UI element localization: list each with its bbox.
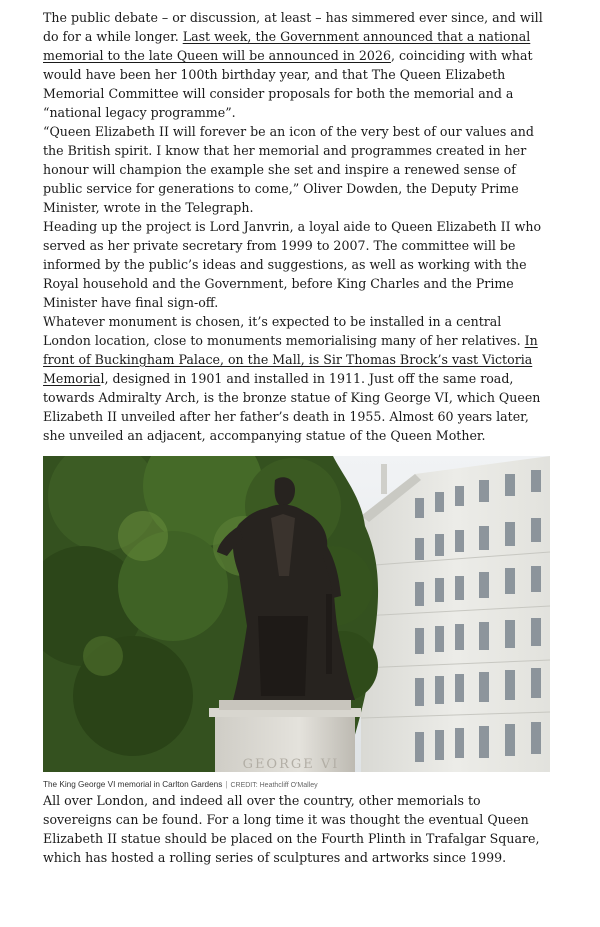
victoria-memorial-link[interactable]: In front of Buckingham Palace, on the Mall, is Sir Thomas Brock’s vast Victoria Memoria	[43, 333, 538, 386]
statue-plinth	[209, 700, 361, 772]
white-building	[361, 456, 550, 772]
photo-credit: CREDIT: Heathcliff O'Malley	[230, 782, 318, 789]
statue-figure	[43, 456, 550, 791]
national-memorial-link[interactable]: Last week, the Government announced that a national memorial to the late Queen will be announced in 2026	[43, 29, 531, 63]
paragraph-4-text-b: l, designed in 1901 and installed in 1911. Just off the same road, towards Admiralty Arch, is the bronze statue of King George VI, which Queen Elizabeth II unveiled after her father’s death in 1955. Almost 60 years later, she unveiled an adjacent, accompanying statue of the Queen Mother.	[43, 371, 541, 443]
caption-separator: |	[225, 780, 228, 789]
paragraph-1-text-b: , coinciding with what would have been her 100th birthday year, and that The Queen Elizabeth Memorial Committee will consider proposals for both the memorial and a “national legacy programme”.	[43, 48, 533, 120]
plinth-inscription: GEORGE VI	[242, 757, 340, 772]
photo-caption	[43, 779, 550, 791]
paragraph-1	[43, 8, 551, 122]
paragraph-4	[43, 312, 551, 445]
paragraph-5: All over London, and indeed all over the country, other memorials to sovereigns can be found. For a long time it was thought the eventual Queen Elizabeth II statue should be placed on the Fourth Plinth in Trafalgar Square, which has hosted a rolling series of sculptures and artworks since 1999.	[43, 793, 540, 865]
paragraph-3: Heading up the project is Lord Janvrin, a loyal aide to Queen Elizabeth II who served as her private secretary from 1999 to 2007. The committee will be informed by the public’s ideas and suggestions, as well as working with the Royal household and the Government, before King Charles and the Prime Minister have final sign-off.	[43, 219, 542, 310]
article-body	[43, 8, 551, 867]
george-vi-statue-photo[interactable]	[43, 456, 550, 772]
caption-text: The King George VI memorial in Carlton Gardens	[43, 780, 223, 789]
paragraph-2: “Queen Elizabeth II will forever be an icon of the very best of our values and the British spirit. I know that her memorial and programmes created in her honour will champion the example she set and inspire a renewed sense of public service for generations to come,” Oliver Dowden, the Deputy Prime Minister, wrote in the Telegraph.	[43, 124, 534, 215]
paragraph-1-text-a: The public debate – or discussion, at least – has simmered ever since, and will do for a while longer.	[43, 10, 543, 44]
paragraph-4-text-a: Whatever monument is chosen, it’s expected to be installed in a central London location, close to monuments memorialising many of her relatives.	[43, 314, 525, 348]
